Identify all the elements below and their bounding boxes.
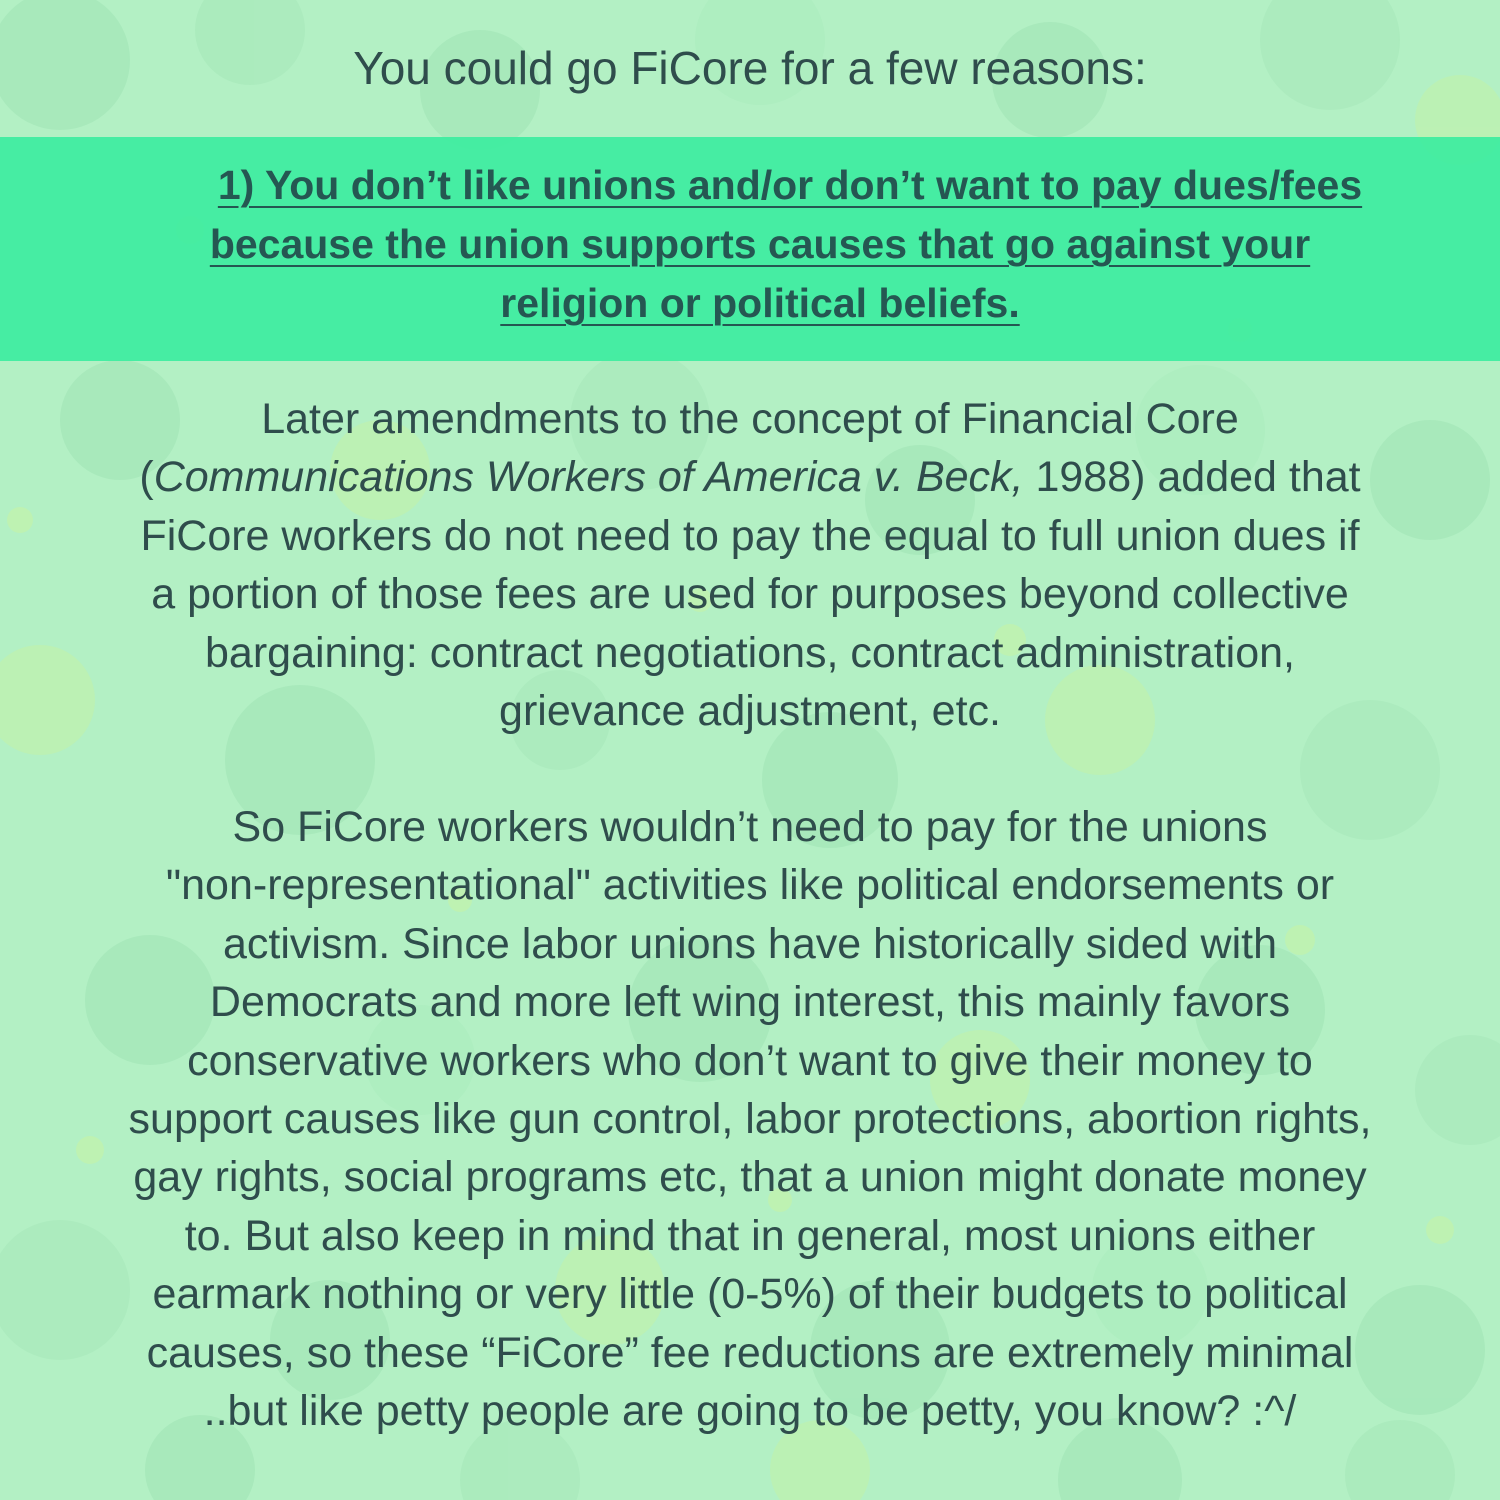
paragraph-line: grievance adjustment, etc.	[499, 687, 1001, 736]
paragraph-line: gay rights, social programs etc, that a union might donate money	[133, 1153, 1367, 1202]
paragraph-line: conservative workers who don’t want to give their money to	[187, 1036, 1313, 1085]
paragraph-line: bargaining: contract negotiations, contract administration,	[205, 628, 1295, 677]
paragraph-line-rest: 1988) added that	[1023, 453, 1361, 502]
reason-line: religion or political beliefs.	[500, 280, 1020, 326]
paragraph-line: causes, so these “FiCore” fee reductions are extremely minimal	[146, 1328, 1354, 1377]
paragraph-line: Later amendments to the concept of Financial Core	[261, 395, 1239, 443]
paragraph-line: support causes like gun control, labor protections, abortion rights,	[128, 1095, 1372, 1144]
reason-line: 1) You don’t like unions and/or don’t want to pay dues/fees	[217, 162, 1363, 208]
paragraph-line: Democrats and more left wing interest, this mainly favors	[209, 978, 1291, 1027]
paragraph-line: earmark nothing or very little (0-5%) of their budgets to political	[152, 1270, 1348, 1319]
paragraph-line: activism. Since labor unions have historically sided with	[223, 919, 1277, 968]
paragraph-line: to. But also keep in mind that in general, most unions either	[184, 1211, 1316, 1260]
paragraph-line: FiCore workers do not need to pay the equal to full union dues if	[140, 511, 1360, 560]
paragraph-line: a portion of those fees are used for purposes beyond collective	[151, 570, 1349, 619]
paragraph-line: "non-representational" activities like political endorsements or	[165, 861, 1335, 910]
paragraph-line: So FiCore workers wouldn’t need to pay for the unions	[232, 803, 1268, 851]
paragraph-line-open: (	[139, 453, 154, 502]
reason-line: because the union supports causes that go against your	[209, 221, 1311, 267]
paragraph-line: ..but like petty people are going to be petty, you know? :^/	[203, 1387, 1297, 1436]
case-citation: Communications Workers of America v. Beck,	[153, 453, 1024, 502]
paragraph-financial-core	[40, 390, 1460, 740]
slide-heading: You could go FiCore for a few reasons:	[353, 42, 1147, 94]
reason-one	[60, 156, 1460, 333]
paragraph-explanation	[40, 798, 1460, 1440]
